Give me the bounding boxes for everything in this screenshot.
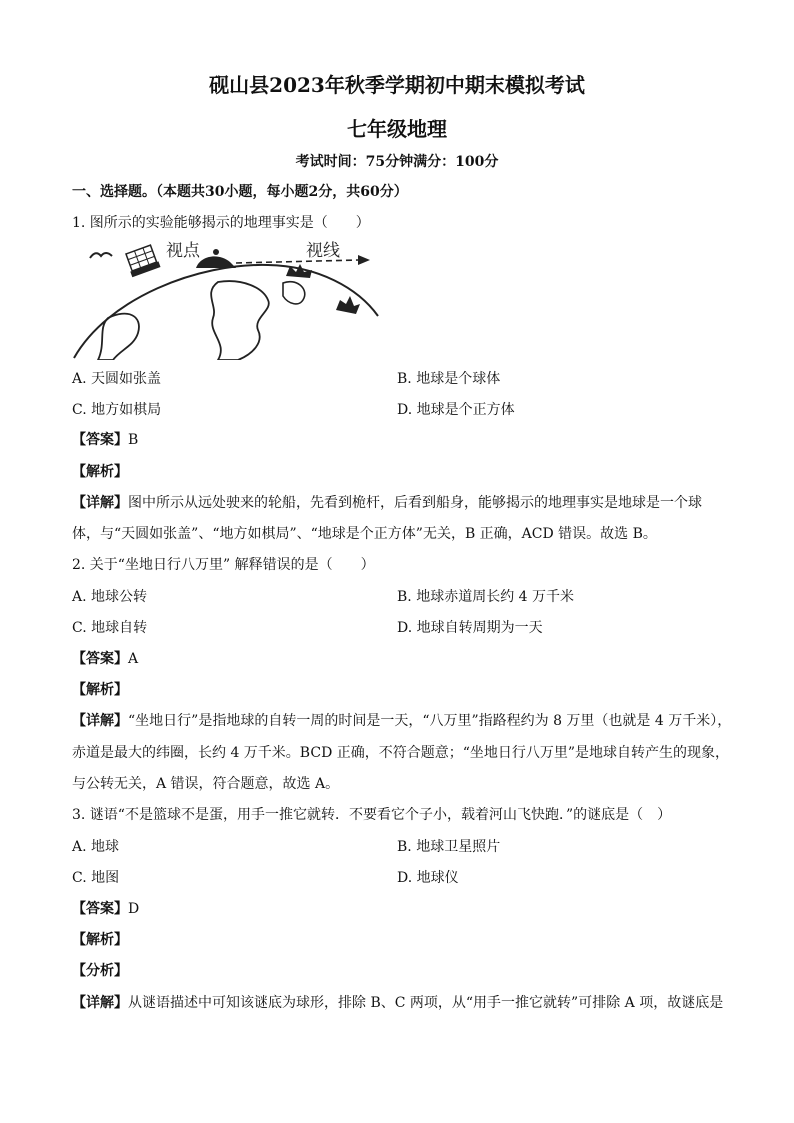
- q2-answer-value: A: [128, 651, 139, 667]
- viewpoint-label: 视点: [166, 241, 200, 261]
- q3-answer: [72, 899, 139, 919]
- bird-icon: [90, 253, 112, 258]
- q2-detail-line-2: 赤道是最大的纬圈，长约 4 万千米。BCD 正确，不符合题意；“坐地日行八万里”是地球自转产生的现象，: [72, 745, 730, 761]
- exam-title: 砚山县2023年秋季学期初中期末模拟考试: [209, 73, 585, 97]
- bracket-close: 】: [114, 464, 128, 480]
- earth-curvature-diagram: [68, 238, 380, 360]
- q1-answer-value: B: [128, 432, 139, 448]
- question-2-stem: 2. 关于“坐地日行八万里” 解释错误的是（ ）: [72, 557, 375, 573]
- ship-icon: [124, 244, 160, 277]
- q2-answer: [72, 649, 138, 669]
- answer-label: 【答案】: [72, 901, 128, 917]
- detail-label: 【详解】: [72, 713, 128, 729]
- analysis-label: 解析: [86, 682, 114, 698]
- q3-fenxi: [72, 961, 128, 981]
- q2-option-a: A. 地球公转: [72, 589, 148, 605]
- analysis-label: 解析: [86, 932, 114, 948]
- q3-option-d: D. 地球仪: [397, 870, 459, 886]
- q1-detail-text-1: 图中所示从远处驶来的轮船，先看到桅杆，后看到船身，能够揭示的地理事实是地球是一个球: [128, 495, 702, 511]
- answer-label: 【答案】: [72, 432, 128, 448]
- q1-answer: [72, 430, 138, 450]
- q3-option-b: B. 地球卫星照片: [397, 839, 501, 855]
- q3-detail-text-1: 从谜语描述中可知该谜底为球形，排除 B、C 两项，从“用手一推它就转”可排除 A 项，故谜底是: [128, 995, 724, 1011]
- q1-analysis: [72, 462, 128, 482]
- q3-detail-line-1: [72, 993, 723, 1013]
- q2-detail-line-1: [72, 711, 731, 731]
- q2-analysis: [72, 680, 128, 700]
- fenxi-label: 【分析】: [72, 963, 128, 979]
- analysis-label: 解析: [86, 464, 114, 480]
- question-3-stem: 3. 谜语“不是篮球不是蛋，用手一推它就转．不要看它个子小，载着河山飞快跑．”的谜底是（ ）: [72, 807, 672, 823]
- q1-detail-line-2: 体，与“天圆如张盖”、“地方如棋局”、“地球是个正方体”无关，B 正确，ACD 错误。故选 B。: [72, 526, 657, 542]
- q1-detail-line-1: [72, 493, 702, 513]
- observer-icon: [196, 256, 236, 268]
- q1-option-a: A. 天圆如张盖: [72, 371, 162, 387]
- q2-detail-line-3: 与公转无关，A 错误，符合题意，故选 A。: [72, 776, 340, 792]
- bracket-close: 】: [114, 932, 128, 948]
- continent-mid: [211, 281, 269, 360]
- q3-option-c: C. 地图: [72, 870, 120, 886]
- bracket-open: 【: [72, 932, 86, 948]
- sightline-label: 视线: [306, 241, 340, 261]
- detail-label: 【详解】: [72, 495, 128, 511]
- q2-option-c: C. 地球自转: [72, 620, 148, 636]
- q2-option-d: D. 地球自转周期为一天: [397, 620, 543, 636]
- q3-answer-value: D: [128, 901, 140, 917]
- q1-option-d: D. 地球是个正方体: [397, 402, 515, 418]
- ship-far-icon: [336, 296, 360, 314]
- answer-label: 【答案】: [72, 651, 128, 667]
- section-heading: 一、选择题。（本题共30小题，每小题2分，共60分）: [72, 184, 408, 200]
- q1-option-c: C. 地方如棋局: [72, 402, 162, 418]
- q1-option-b: B. 地球是个球体: [397, 371, 501, 387]
- q3-option-a: A. 地球: [72, 839, 120, 855]
- exam-subtitle: 七年级地理: [347, 117, 447, 141]
- q2-detail-text-1: “坐地日行”是指地球的自转一周的时间是一天，“八万里”指路程约为 8 万里（也就是 4 万千米），: [128, 713, 732, 729]
- bracket-close: 】: [114, 682, 128, 698]
- q2-option-b: B. 地球赤道周长约 4 万千米: [397, 589, 574, 605]
- bracket-open: 【: [72, 682, 86, 698]
- q3-analysis: [72, 930, 128, 950]
- continent-right: [283, 282, 305, 304]
- exam-info: 考试时间：75分钟满分：100分: [295, 154, 499, 170]
- detail-label: 【详解】: [72, 995, 128, 1011]
- question-1-stem: 1. 图所示的实验能够揭示的地理事实是（ ）: [72, 215, 370, 231]
- earth-outline: [74, 265, 378, 358]
- bracket-open: 【: [72, 464, 86, 480]
